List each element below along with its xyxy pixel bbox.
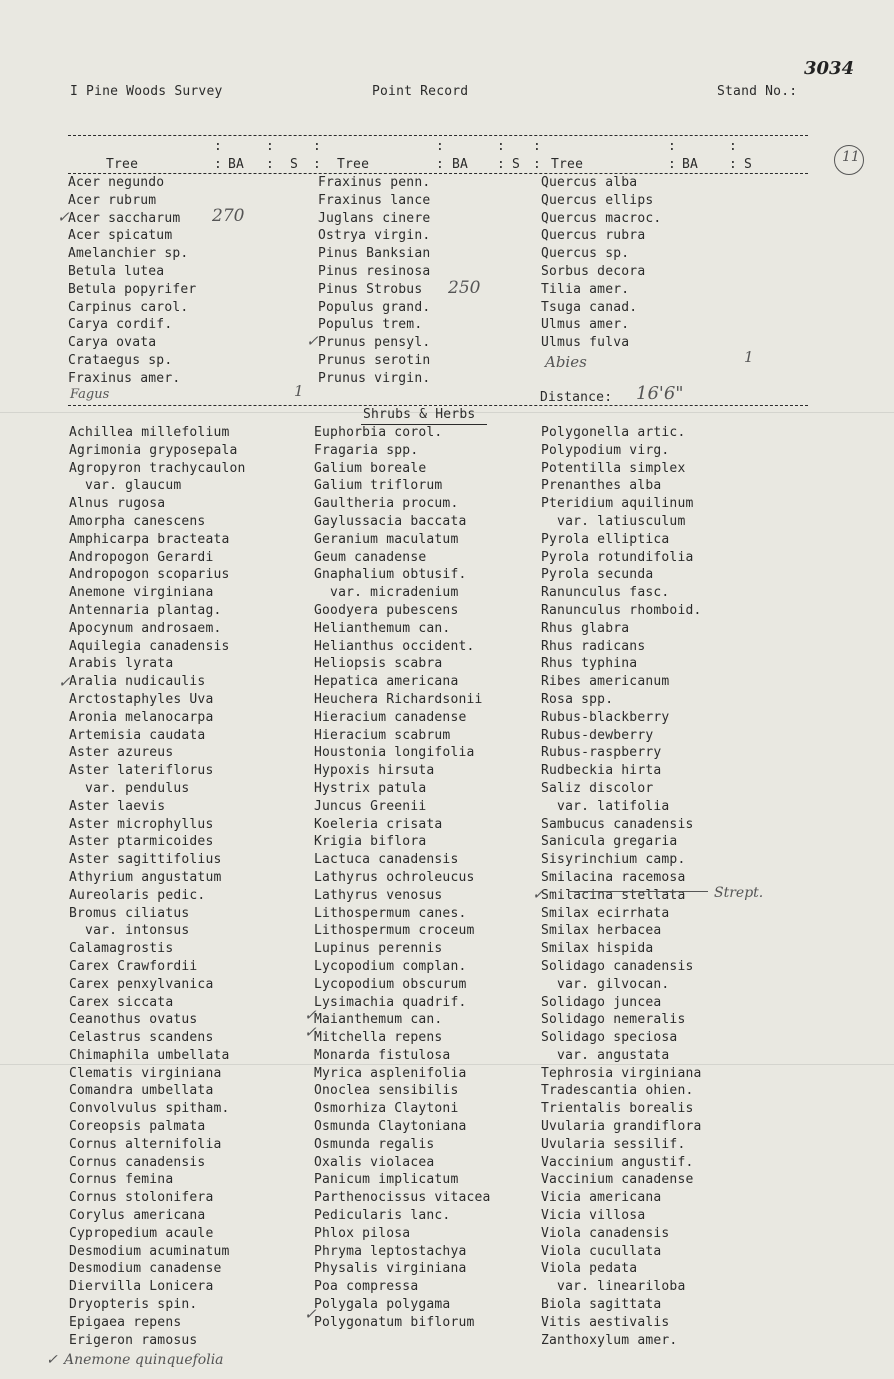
list-item: Betula lutea [68,263,165,279]
ba-header-3: BA [682,157,699,172]
list-item: Epigaea repens [69,1314,182,1330]
list-item: Myrica asplenifolia [314,1065,467,1081]
list-item: Rhus radicans [541,638,646,654]
list-item: Pyrola secunda [541,567,654,583]
list-item: Rudbeckia hirta [541,763,662,779]
list-item: Gaultheria procum. [314,496,459,512]
fagus-entry: Fagus [70,387,110,402]
distance-label: Distance: [540,390,613,405]
header-colon: : [266,157,275,172]
list-item: var. lineariloba [541,1279,686,1295]
list-item: Arctostaphyles Uva [69,691,214,707]
list-item: Tephrosia virginiana [541,1065,702,1081]
list-item: Lysimachia quadrif. [314,994,467,1010]
header-colon: : [668,157,677,172]
list-item: Smilacina racemosa [541,869,686,885]
list-item: Phryma leptostachya [314,1243,467,1259]
list-item: Alnus rugosa [69,496,166,512]
list-item: Ulmus amer. [541,317,630,333]
tree-header-3: Tree [551,157,584,172]
list-item: Aronia melanocarpa [69,709,214,725]
list-item: Populus grand. [318,299,431,315]
stand-label: Stand No.: [717,84,798,99]
list-item: Biola sagittata [541,1297,662,1313]
list-item: Goodyera pubescens [314,602,459,618]
list-item: Hepatica americana [314,674,459,690]
list-item: Tsuga canad. [541,299,638,315]
list-item: Sanicula gregaria [541,834,678,850]
list-item: Rubus-raspberry [541,745,662,761]
list-item: Solidago juncea [541,994,662,1010]
list-item: Gnaphalium obtusif. [314,567,467,583]
list-item: Coreopsis palmata [69,1119,206,1135]
check-mark: ✓ [46,1352,58,1368]
acer-saccharum-ba: 270 [212,206,245,226]
list-item: Desmodium canadense [69,1261,222,1277]
list-item: Smilax ecirrhata [541,905,670,921]
list-item: Athyrium angustatum [69,869,222,885]
list-item: Lactuca canadensis [314,852,459,868]
list-item: var. angustata [541,1047,670,1063]
list-item: Quercus ellips [541,192,654,208]
strikethrough [568,891,708,892]
list-item: Uvularia sessilif. [541,1136,686,1152]
list-item: Quercus alba [541,175,638,190]
list-item: Sambucus canadensis [541,816,694,832]
header-colon: : [533,157,542,172]
list-item: Agropyron trachycaulon [69,460,246,476]
stand-number: 3034 [804,58,855,79]
list-item: Houstonia longifolia [314,745,475,761]
header-colon: : [214,139,223,154]
list-item: Helianthemum can. [314,620,451,636]
list-item: Hieracium scabrum [314,727,451,743]
list-item: Quercus sp. [541,246,630,262]
list-item: Uvularia grandiflora [541,1119,702,1135]
header-colon: : [436,139,445,154]
list-item: Panicum implicatum [314,1172,459,1188]
check-mark: ✓ [306,332,319,350]
list-item: Lithospermum croceum [314,923,475,939]
list-item: Crataegus sp. [68,352,173,368]
list-item: Ceanothus ovatus [69,1012,198,1028]
list-item: Vaccinium canadense [541,1172,694,1188]
list-item: Fragaria spp. [314,442,419,458]
list-item: Pyrola elliptica [541,531,670,547]
list-item: Arabis lyrata [69,656,174,672]
list-item: Rhus typhina [541,656,638,672]
list-item: Carex Crawfordii [69,958,198,974]
list-item: Aster azureus [69,745,174,761]
tree-header-2: Tree [337,157,370,172]
header-colon: : [729,139,738,154]
list-item: Monarda fistulosa [314,1047,451,1063]
list-item: Aster sagittifolius [69,852,222,868]
list-item: Lycopodium complan. [314,958,467,974]
shrubs-title: Shrubs & Herbs [363,407,476,422]
list-item: Desmodium acuminatum [69,1243,230,1259]
list-item: Prunus pensyl. [318,335,431,351]
list-item: Bromus ciliatus [69,905,190,921]
list-item: var. latiusculum [541,513,686,529]
list-item: var. latifolia [541,798,670,814]
list-item: Poa compressa [314,1279,419,1295]
header-colon: : [436,157,445,172]
list-item: Viola canadensis [541,1225,670,1241]
list-item: Amorpha canescens [69,513,206,529]
list-item: Andropogon scoparius [69,567,230,583]
list-item: var. gilvocan. [541,976,670,992]
list-item: Pteridium aquilinum [541,496,694,512]
list-item: Hieracium canadense [314,709,467,725]
check-mark: ✓ [58,673,71,691]
list-item: Helianthus occident. [314,638,475,654]
list-item: Comandra umbellata [69,1083,214,1099]
list-item: Amphicarpa bracteata [69,531,230,547]
s-header-1: S [290,157,299,172]
list-item: Lathyrus ochroleucus [314,869,475,885]
list-item: Heliopsis scabra [314,656,443,672]
tree-list-col2 [318,174,430,388]
fagus-s: 1 [294,382,304,400]
list-item: Chimaphila umbellata [69,1047,230,1063]
s-header-3: S [744,157,753,172]
list-item: Viola cucullata [541,1243,662,1259]
list-item: Smilax herbacea [541,923,662,939]
list-item: Smilax hispida [541,941,654,957]
list-item: Smilacina stellata [541,887,686,903]
list-item: Lycopodium obscurum [314,976,467,992]
list-item: Vaccinium angustif. [541,1154,694,1170]
list-item: Pinus Banksian [318,246,431,262]
list-item: Phlox pilosa [314,1225,411,1241]
list-item: Clematis virginiana [69,1065,222,1081]
list-item: Physalis virginiana [314,1261,467,1277]
list-item: Solidago nemeralis [541,1012,686,1028]
ba-header-1: BA [228,157,245,172]
list-item: Polygonella artic. [541,425,686,440]
list-item: Prunus serotin [318,352,431,368]
list-item: Zanthoxylum amer. [541,1332,678,1348]
list-item: Rubus-blackberry [541,709,670,725]
check-mark: ✓ [304,1023,317,1041]
list-item: Hystrix patula [314,780,427,796]
list-item: Betula popyrifer [68,281,197,297]
list-item: Cornus canadensis [69,1154,206,1170]
list-item: Carex siccata [69,994,174,1010]
list-item: Gaylussacia baccata [314,513,467,529]
list-item: Erigeron ramosus [69,1332,198,1348]
list-item: Heuchera Richardsonii [314,691,483,707]
list-item: Solidago speciosa [541,1030,678,1046]
pinus-strobus-ba: 250 [448,278,481,298]
list-item: Amelanchier sp. [68,246,189,262]
list-item: Maianthemum can. [314,1012,443,1028]
list-item: Quercus rubra [541,228,646,244]
list-item: Dryopteris spin. [69,1297,198,1313]
header-colon: : [497,139,506,154]
list-item: Parthenocissus vitacea [314,1190,491,1206]
list-item: Ostrya virgin. [318,228,431,244]
list-item: Antennaria plantag. [69,602,222,618]
list-item: Mitchella repens [314,1030,443,1046]
anemone-quinquefolia-note: Anemone quinquefolia [64,1352,224,1368]
list-item: Vitis aestivalis [541,1314,670,1330]
list-item: Polypodium virg. [541,442,670,458]
list-item: Carpinus carol. [68,299,189,315]
list-item: Onoclea sensibilis [314,1083,459,1099]
list-item: Rubus-dewberry [541,727,654,743]
list-item: Artemisia caudata [69,727,206,743]
list-item: Osmunda regalis [314,1136,435,1152]
list-item: Diervilla Lonicera [69,1279,214,1295]
list-item: Prenanthes alba [541,478,662,494]
header-colon: : [266,139,275,154]
list-item: Acer spicatum [68,228,173,244]
list-item: Acer negundo [68,175,165,190]
abies-s: 1 [744,348,754,366]
header-colon: : [533,139,542,154]
list-item: Juncus Greenii [314,798,427,814]
shrub-list-col1 [69,424,246,1349]
record-title: Point Record [372,84,469,99]
list-item: var. intonsus [69,923,190,939]
list-item: Andropogon Gerardi [69,549,214,565]
list-item: Tradescantia ohien. [541,1083,694,1099]
list-item: Pyrola rotundifolia [541,549,694,565]
header-colon: : [497,157,506,172]
list-item: Carya cordif. [68,317,173,333]
list-item: Populus trem. [318,317,423,333]
list-item: Cypropedium acaule [69,1225,214,1241]
abies-entry: Abies [545,353,587,371]
list-item: Euphorbia corol. [314,425,443,440]
list-item: Anemone virginiana [69,585,214,601]
tree-header-1: Tree [106,157,139,172]
header-colon: : [214,157,223,172]
list-item: Cornus alternifolia [69,1136,222,1152]
list-item: Cornus femina [69,1172,174,1188]
check-mark: ✓ [304,1006,317,1024]
check-mark: ✓ [57,208,70,226]
list-item: Geranium maculatum [314,531,459,547]
tree-list-col1 [68,174,196,388]
list-item: Saliz discolor [541,780,654,796]
check-mark: ✓ [304,1305,317,1323]
list-item: Aster ptarmicoides [69,834,214,850]
list-item: var. glaucum [69,478,182,494]
list-item: Ribes americanum [541,674,670,690]
list-item: Tilia amer. [541,281,630,297]
list-item: Aster microphyllus [69,816,214,832]
list-item: Lathyrus venosus [314,887,443,903]
list-item: Ranunculus rhomboid. [541,602,702,618]
list-item: Geum canadense [314,549,427,565]
shrub-list-col2 [314,424,491,1332]
list-item: Prunus virgin. [318,370,431,386]
list-item: Cornus stolonifera [69,1190,214,1206]
list-item: Ranunculus fasc. [541,585,670,601]
list-item: Fraxinus penn. [318,175,431,190]
header-colon: : [313,139,322,154]
list-item: Potentilla simplex [541,460,686,476]
header-colon: : [729,157,738,172]
list-item: Pinus Strobus [318,281,423,297]
list-item: Sorbus decora [541,263,646,279]
list-item: Trientalis borealis [541,1101,694,1117]
list-item: Polygala polygama [314,1297,451,1313]
list-item: Vicia villosa [541,1208,646,1224]
list-item: Osmorhiza Claytoni [314,1101,459,1117]
list-item: Fraxinus amer. [68,370,181,386]
s-header-2: S [512,157,521,172]
check-mark: ✓ [532,885,545,903]
list-item: Apocynum androsaem. [69,620,222,636]
list-item: Convolvulus spitham. [69,1101,230,1117]
list-item: Achillea millefolium [69,425,230,440]
ba-header-2: BA [452,157,469,172]
list-item: Solidago canadensis [541,958,694,974]
list-item: Aster laevis [69,798,166,814]
list-item: Quercus macroc. [541,210,662,226]
list-item: Corylus americana [69,1208,206,1224]
list-item: Lithospermum canes. [314,905,467,921]
list-item: Aureolaris pedic. [69,887,206,903]
tree-list-col3 [541,174,661,352]
list-item: Agrimonia gryposepala [69,442,238,458]
list-item: Osmunda Claytoniana [314,1119,467,1135]
list-item: Carya ovata [68,335,157,351]
list-item: var. pendulus [69,780,190,796]
list-item: Galium triflorum [314,478,443,494]
list-item: Celastrus scandens [69,1030,214,1046]
list-item: Hypoxis hirsuta [314,763,435,779]
list-item: Aster lateriflorus [69,763,214,779]
circled-number: 11 [842,149,860,165]
list-item: Galium boreale [314,460,427,476]
list-item: Pinus resinosa [318,263,431,279]
list-item: Calamagrostis [69,941,174,957]
list-item: Rosa spp. [541,691,614,707]
list-item: Aralia nudicaulis [69,674,206,690]
list-item: Polygonatum biflorum [314,1314,475,1330]
list-item: Koeleria crisata [314,816,443,832]
distance-value: 16'6" [636,383,684,404]
list-item: Sisyrinchium camp. [541,852,686,868]
list-item: Fraxinus lance [318,192,431,208]
strept-note: Strept. [714,885,764,901]
list-item: Lupinus perennis [314,941,443,957]
survey-title: I Pine Woods Survey [70,84,223,99]
list-item: Acer saccharum [68,210,181,226]
header-colon: : [313,157,322,172]
list-item: Pedicularis lanc. [314,1208,451,1224]
list-item: Carex penxylvanica [69,976,214,992]
list-item: Krigia biflora [314,834,427,850]
list-item: Acer rubrum [68,192,157,208]
list-item: Ulmus fulva [541,335,630,351]
list-item: var. micradenium [314,585,459,601]
header-colon: : [668,139,677,154]
dashed-rule [68,135,808,136]
shrub-list-col3 [541,424,702,1349]
list-item: Juglans cinere [318,210,431,226]
list-item: Vicia americana [541,1190,662,1206]
list-item: Aquilegia canadensis [69,638,230,654]
list-item: Viola pedata [541,1261,638,1277]
list-item: Oxalis violacea [314,1154,435,1170]
list-item: Rhus glabra [541,620,630,636]
